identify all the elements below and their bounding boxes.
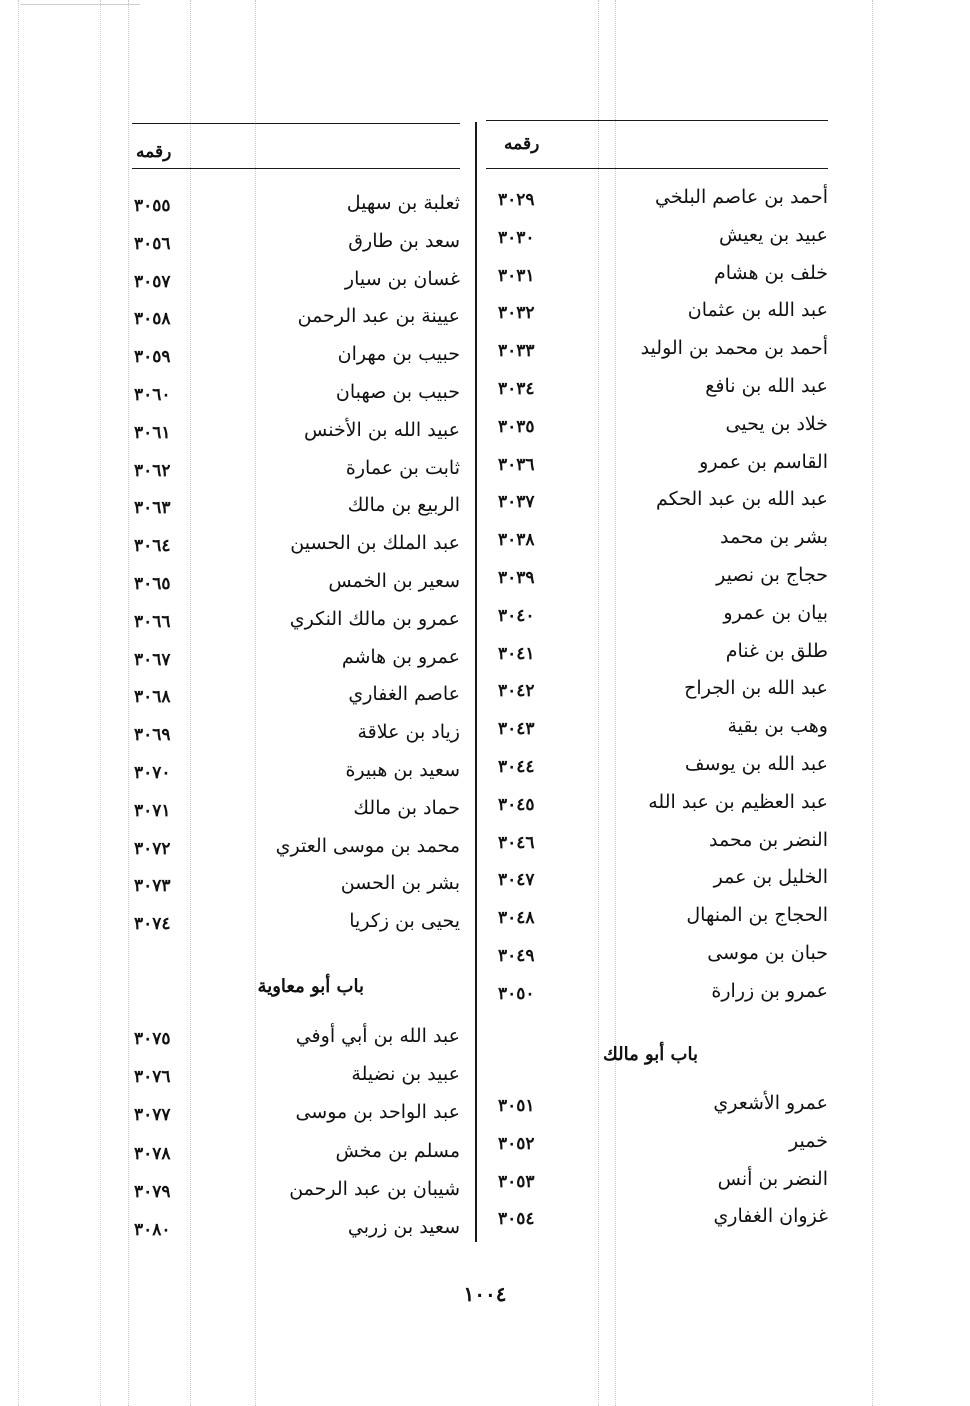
list-item (486, 526, 828, 562)
list-item (486, 791, 828, 827)
entry-number: ٣٠٥٠ (498, 983, 535, 1004)
list-item (486, 488, 828, 524)
list-item (132, 230, 460, 266)
entry-name: ثعلبة بن سهيل (346, 192, 460, 214)
list-item (132, 835, 460, 871)
entry-number: ٣٠٤٨ (498, 908, 535, 929)
entry-name: عبد الله بن نافع (705, 375, 828, 397)
entry-name: عبد الله بن الجراح (684, 677, 828, 700)
entry-name: بشر بن محمد (720, 526, 828, 549)
column-header: رقمه (136, 142, 172, 162)
entry-number: ٣٠٥٢ (498, 1133, 535, 1154)
entry-number: ٣٠٣٢ (498, 303, 535, 324)
list-item (132, 1101, 460, 1137)
entry-name: عمرو بن مالك النكري (289, 607, 460, 630)
entry-number: ٣٠٤٠ (498, 605, 535, 626)
entry-number: ٣٠٨٠ (134, 1220, 171, 1240)
entry-number: ٣٠٦٠ (134, 385, 171, 405)
entry-number: ٣٠٥٣ (498, 1171, 535, 1192)
entry-name: حبان بن موسى (707, 942, 828, 964)
list-item (486, 224, 828, 260)
entry-name: خمير (789, 1129, 828, 1152)
list-item (486, 299, 828, 335)
entry-name: زياد بن علاقة (357, 721, 460, 744)
list-item (486, 942, 828, 978)
list-item (486, 186, 828, 222)
list-item (132, 305, 460, 341)
entry-number: ٣٠٤٦ (498, 832, 535, 853)
entry-number: ٣٠٤٥ (498, 794, 535, 815)
entry-number: ٣٠٤٣ (498, 719, 535, 740)
entry-name: سعد بن طارق (348, 229, 460, 252)
column-divider (475, 122, 477, 1242)
list-item (132, 1063, 460, 1099)
list-item (132, 532, 460, 568)
list-item (132, 457, 460, 493)
entry-number: ٣٠٧٩ (134, 1181, 171, 1202)
list-item (132, 608, 460, 644)
list-item (486, 375, 828, 411)
entry-number: ٣٠٦٤ (134, 536, 171, 557)
entry-name: وهب بن بقية (727, 715, 828, 738)
entry-number: ٣٠٦٢ (134, 460, 171, 481)
entry-name: عبيد الله بن الأخنس (303, 418, 460, 441)
entry-name: حماد بن مالك (353, 796, 460, 819)
entry-name: عبد الله بن أبي أوفي (295, 1025, 460, 1047)
entry-name: عيينة بن عبد الرحمن (297, 305, 460, 328)
entry-number: ٣٠٧٠ (134, 763, 171, 783)
entry-number: ٣٠٤٢ (498, 681, 535, 702)
entry-number: ٣٠٣٣ (498, 341, 535, 362)
entry-name: عبد العظيم بن عبد الله (648, 790, 828, 813)
entry-name: الربيع بن مالك (347, 494, 460, 517)
entry-name: شيبان بن عبد الرحمن (289, 1177, 460, 1200)
entry-name: غسان بن سيار (344, 267, 460, 290)
list-item (132, 721, 460, 757)
entry-number: ٣٠٣٩ (498, 568, 535, 588)
entry-name: سعيد بن هبيرة (345, 759, 460, 781)
list-item (486, 677, 828, 713)
entry-name: محمد بن موسى العتري (275, 834, 460, 857)
entry-name: سعير بن الخمس (328, 570, 460, 592)
list-item (486, 980, 828, 1016)
entry-name: حبيب بن مهران (337, 343, 460, 366)
entry-number: ٣٠٦٦ (134, 611, 171, 632)
entry-name: عمرو الأشعري (713, 1092, 828, 1114)
entry-number: ٣٠٧٧ (134, 1105, 171, 1126)
entry-name: يحيى بن زكريا (349, 910, 460, 933)
section-title: باب أبو مالك (602, 1044, 698, 1065)
list-item (486, 829, 828, 865)
entry-number: ٣٠٦٣ (134, 498, 171, 519)
list-item (486, 564, 828, 600)
scan-dot-line (100, 0, 101, 1406)
entry-number: ٣٠٧٢ (134, 838, 171, 859)
entry-name: القاسم بن عمرو (699, 450, 828, 473)
list-item (486, 753, 828, 789)
list-item (486, 337, 828, 373)
list-item (132, 1216, 460, 1252)
entry-number: ٣٠٧٣ (134, 876, 171, 897)
entry-number: ٣٠٥٩ (134, 347, 171, 368)
entry-name: الحجاج بن المنهال (686, 904, 828, 927)
list-item (132, 268, 460, 304)
entry-name: سعيد بن زربي (347, 1216, 460, 1238)
entry-name: عبد الواحد بن موسى (295, 1101, 460, 1124)
entry-name: عمرو بن زرارة (711, 979, 828, 1002)
list-item (132, 759, 460, 795)
entry-name: الخليل بن عمر (713, 866, 828, 889)
list-item (132, 343, 460, 379)
entry-number: ٣٠٤٤ (498, 757, 535, 777)
entry-number: ٣٠٦١ (134, 422, 171, 443)
entry-name: عبيد بن نضيلة (351, 1063, 460, 1086)
list-item (486, 1092, 828, 1128)
entry-number: ٣٠٤٧ (498, 870, 535, 891)
entry-name: النضر بن أنس (717, 1167, 828, 1190)
entry-name: حبيب بن صهبان (335, 381, 460, 403)
list-item (486, 451, 828, 487)
entry-number: ٣٠٥٧ (134, 271, 171, 292)
entry-name: عبيد بن يعيش (718, 223, 828, 246)
entry-name: عبد الملك بن الحسين (290, 532, 460, 555)
list-item (132, 1140, 460, 1176)
list-item (132, 872, 460, 908)
list-item (132, 419, 460, 455)
entry-number: ٣٠٣٧ (498, 492, 535, 513)
list-item (486, 262, 828, 298)
entry-number: ٣٠٧٦ (134, 1067, 171, 1088)
list-item (486, 866, 828, 902)
header-top-rule (132, 123, 460, 124)
entry-name: عبد الله بن عبد الحكم (655, 488, 828, 511)
entry-number: ٣٠٢٩ (498, 190, 535, 210)
scan-dot-line (872, 0, 873, 1406)
list-item (486, 602, 828, 638)
entry-number: ٣٠٦٩ (134, 725, 171, 746)
section-title: باب أبو معاوية (257, 976, 364, 997)
list-item (132, 797, 460, 833)
entry-number: ٣٠٥٤ (498, 1209, 535, 1230)
entry-number: ٣٠٧٤ (134, 914, 171, 935)
entry-name: بيان بن عمرو (723, 601, 828, 624)
list-item (132, 683, 460, 719)
entry-number: ٣٠٣١ (498, 265, 535, 286)
page-number: ١٠٠٤ (463, 1282, 507, 1306)
list-item (132, 646, 460, 682)
entry-name: أحمد بن محمد بن الوليد (640, 337, 828, 360)
list-item (486, 413, 828, 449)
list-item (132, 381, 460, 417)
list-item (486, 640, 828, 676)
entry-name: مسلم بن مخش (335, 1139, 460, 1162)
scan-dot-line (128, 0, 129, 1406)
list-item (132, 1025, 460, 1061)
entry-number: ٣٠٧١ (134, 800, 171, 821)
list-item (486, 1168, 828, 1204)
entry-number: ٣٠٣٥ (498, 416, 535, 437)
entry-name: عمرو بن هاشم (341, 645, 460, 668)
header-top-rule (486, 120, 828, 121)
entry-name: حجاج بن نصير (716, 564, 828, 586)
list-item (132, 570, 460, 606)
entry-number: ٣٠٦٧ (134, 649, 171, 670)
entry-number: ٣٠٣٤ (498, 379, 535, 399)
entry-number: ٣٠٣٦ (498, 454, 535, 475)
entry-number: ٣٠٤٩ (498, 946, 535, 966)
entry-number: ٣٠٥٨ (134, 309, 171, 330)
entry-name: طلق بن غنام (725, 639, 828, 662)
entry-name: خلاد بن يحيى (725, 412, 828, 435)
entry-number: ٣٠٥٦ (134, 233, 171, 254)
list-item (132, 494, 460, 530)
column-header: رقمه (504, 134, 540, 154)
list-item (132, 910, 460, 946)
entry-name: غزوان الغفاري (713, 1205, 828, 1228)
entry-number: ٣٠٣٠ (498, 227, 535, 248)
entry-name: ثابت بن عمارة (345, 456, 460, 479)
list-item (486, 715, 828, 751)
list-item (132, 1178, 460, 1214)
top-edge-rule (20, 4, 140, 5)
entry-number: ٣٠٤١ (498, 643, 535, 664)
header-bottom-rule (486, 168, 828, 169)
list-item (486, 1130, 828, 1166)
list-item (486, 904, 828, 940)
entry-name: خلف بن هشام (713, 261, 828, 284)
entry-name: عبد الله بن عثمان (687, 299, 828, 322)
entry-number: ٣٠٧٨ (134, 1143, 171, 1164)
entry-name: النضر بن محمد (709, 828, 828, 851)
entry-number: ٣٠٥٥ (134, 196, 171, 216)
entry-number: ٣٠٣٨ (498, 530, 535, 551)
entry-name: بشر بن الحسن (340, 872, 460, 895)
entry-number: ٣٠٧٥ (134, 1029, 171, 1049)
entry-number: ٣٠٥١ (498, 1096, 535, 1116)
entry-name: عبد الله بن يوسف (684, 753, 828, 775)
entry-number: ٣٠٦٨ (134, 687, 171, 708)
scan-dot-line (18, 0, 19, 1406)
header-bottom-rule (132, 168, 460, 169)
list-item (132, 192, 460, 228)
entry-number: ٣٠٦٥ (134, 574, 171, 594)
list-item (486, 1205, 828, 1241)
entry-name: عاصم الغفاري (348, 683, 460, 706)
entry-name: أحمد بن عاصم البلخي (655, 186, 828, 208)
